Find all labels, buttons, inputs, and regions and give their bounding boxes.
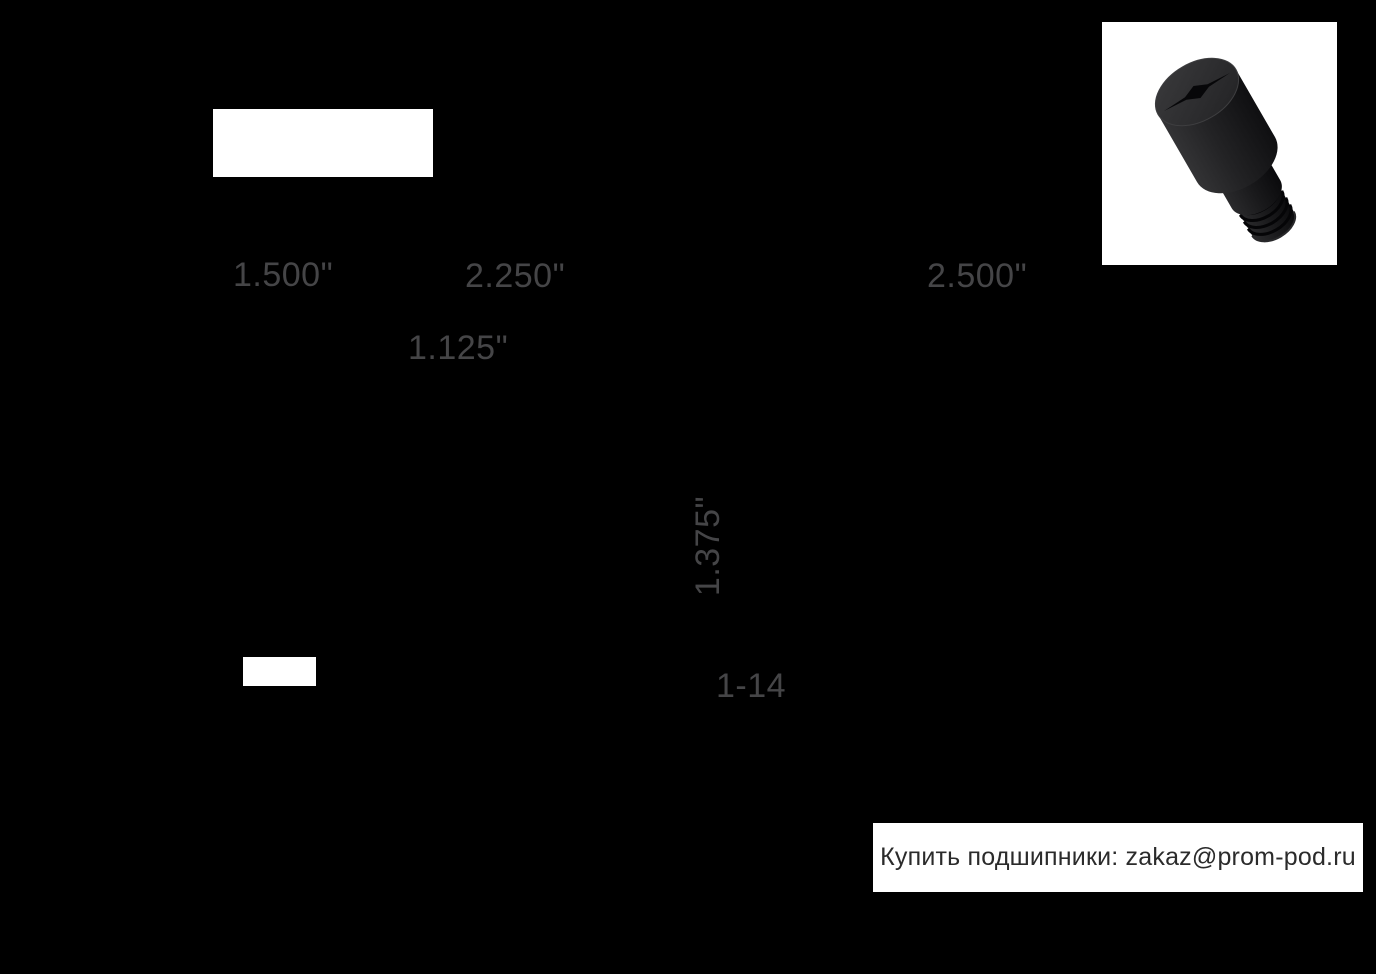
contact-banner — [873, 823, 1363, 892]
dimension-label-1500: 1.500" — [233, 256, 334, 294]
dimension-label-1375-vertical: 1.375" — [689, 495, 727, 597]
product-photo — [1102, 22, 1337, 265]
dimension-label-thread-1-14: 1-14 — [716, 667, 787, 705]
callout-box-small — [243, 657, 316, 686]
dimension-label-2250: 2.250" — [465, 257, 566, 295]
contact-text: Купить подшипники: zakaz@prom-pod.ru — [880, 843, 1356, 871]
callout-box-large — [213, 109, 433, 177]
dimension-label-2500: 2.500" — [927, 257, 1028, 295]
cam-follower-icon — [1102, 22, 1337, 265]
dimension-label-1125: 1.125" — [408, 329, 509, 367]
